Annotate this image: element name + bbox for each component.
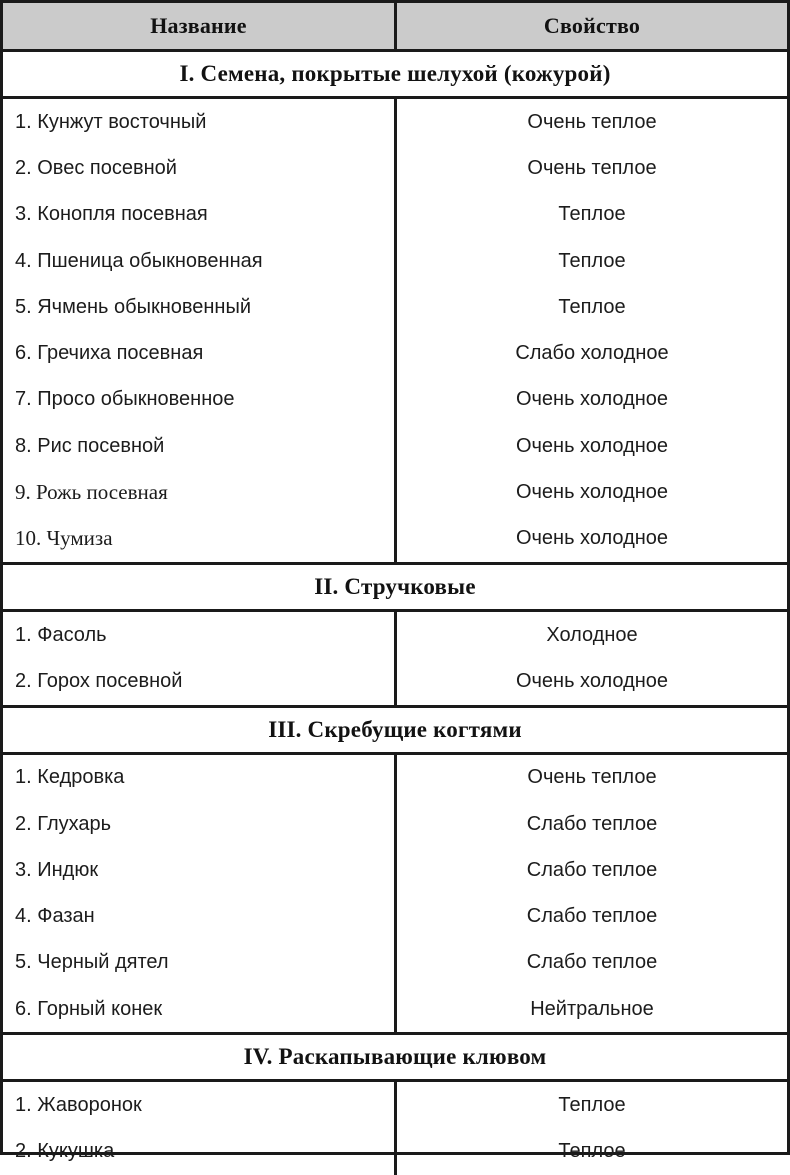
table-row-name: 3. Индюк (15, 858, 99, 881)
table-body (3, 52, 787, 1175)
table-row-name: 1. Кедровка (15, 766, 125, 789)
table-row-property: Теплое (558, 203, 626, 226)
table-row-name: 9. Рожь посевная (15, 480, 168, 505)
section-rows (3, 99, 787, 565)
section-heading: I. Семена, покрытые шелухой (кожурой) (3, 52, 787, 99)
table-row-property: Очень холодное (515, 527, 669, 550)
table-row-property: Нейтральное (530, 997, 654, 1020)
table-row-name: 2. Горох посевной (15, 669, 183, 692)
table-row-property: Теплое (558, 295, 626, 318)
table-row-property: Очень холодное (515, 388, 669, 411)
name-column (3, 1082, 397, 1175)
table-row-name: 4. Пшеница обыкновенная (15, 249, 263, 272)
table-row-name: 5. Черный дятел (15, 951, 169, 974)
table-row-name: 10. Чумиза (15, 526, 113, 551)
property-column (397, 755, 787, 1033)
table-row-name: 8. Рис посевной (15, 434, 165, 457)
name-column (3, 99, 397, 562)
name-column (3, 755, 397, 1033)
table-row-property: Слабо холодное (515, 342, 669, 365)
section-heading: II. Стручковые (3, 565, 787, 612)
table-row-property: Очень теплое (527, 766, 657, 789)
table-row-property: Теплое (558, 249, 626, 272)
table-row-property: Очень холодное (515, 669, 669, 692)
table-row-name: 2. Кукушка (15, 1140, 115, 1163)
table-row-name: 5. Ячмень обыкновенный (15, 295, 252, 318)
table-row-name: 1. Кунжут восточный (15, 110, 207, 133)
table-row-property: Теплое (558, 1140, 626, 1163)
table-row-property: Очень теплое (527, 110, 657, 133)
section-heading: IV. Раскапывающие клювом (3, 1035, 787, 1082)
table-row-property: Очень холодное (515, 434, 669, 457)
table-row-property: Слабо теплое (526, 951, 658, 974)
table-row-property: Слабо теплое (526, 858, 658, 881)
table-row-property: Холодное (546, 623, 638, 646)
table-row-property: Теплое (558, 1093, 626, 1116)
table-row-name: 6. Гречиха посевная (15, 342, 204, 365)
table-row-name: 6. Горный конек (15, 997, 163, 1020)
table-row-name: 3. Конопля посевная (15, 203, 208, 226)
table-header-row (3, 3, 787, 52)
section-rows (3, 612, 787, 708)
section-heading: III. Скребущие когтями (3, 708, 787, 755)
property-column (397, 99, 787, 562)
table-row-name: 7. Просо обыкновенное (15, 388, 235, 411)
property-column (397, 1082, 787, 1175)
table-row-name: 2. Глухарь (15, 812, 112, 835)
name-column (3, 612, 397, 705)
table-row-property: Очень теплое (527, 156, 657, 179)
table-row-property: Слабо теплое (526, 905, 658, 928)
property-column (397, 612, 787, 705)
column-header-name: Название (3, 3, 397, 49)
table-row-name: 1. Фасоль (15, 623, 107, 646)
column-header-property: Свойство (543, 13, 641, 38)
table-row-property: Слабо теплое (526, 812, 658, 835)
table-row-property: Очень холодное (515, 481, 669, 504)
table-row-name: 2. Овес посевной (15, 156, 177, 179)
table-row-name: 1. Жаворонок (15, 1093, 142, 1116)
section-rows (3, 755, 787, 1036)
section-rows (3, 1082, 787, 1175)
table-row-name: 4. Фазан (15, 905, 95, 928)
